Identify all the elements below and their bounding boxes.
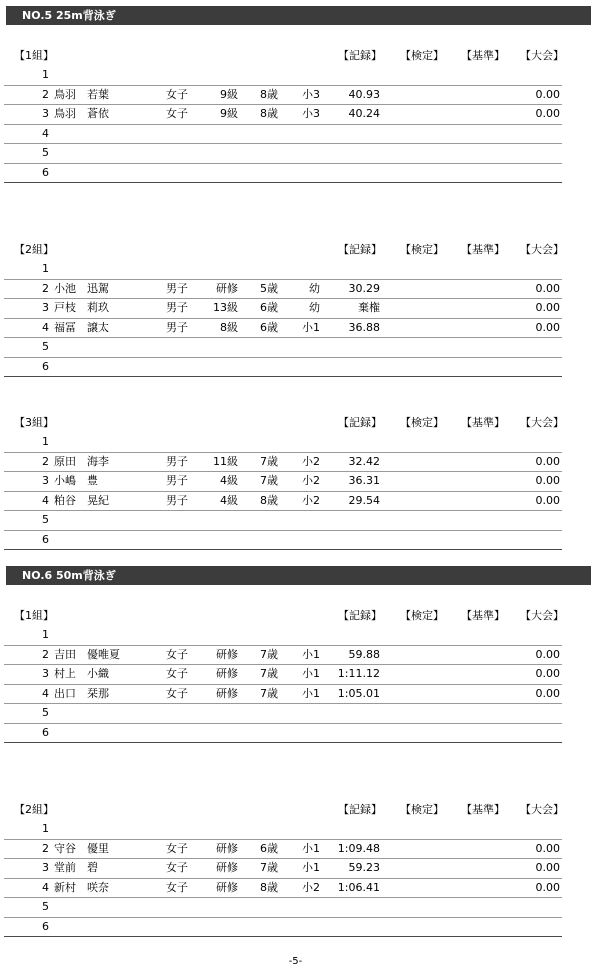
swimmer-age: 5歳	[260, 281, 278, 295]
record-header: 【記録】	[338, 609, 382, 622]
swimmer-grade: 研修	[216, 861, 238, 874]
swimmer-age: 8歳	[260, 87, 278, 101]
heat-header	[0, 48, 591, 64]
lane-row	[0, 105, 591, 125]
lane-row	[0, 453, 591, 473]
swimmer-record: 棄権	[358, 301, 380, 314]
swimmer-name: 戸枝 莉玖	[54, 301, 109, 314]
swimmer-age: 7歳	[260, 647, 278, 661]
swimmer-taikai-record: 0.00	[535, 880, 560, 894]
heat-label: 【2組】	[14, 803, 54, 816]
heat-header	[0, 242, 591, 258]
swimmer-record: 32.42	[348, 454, 380, 468]
swimmer-record: 59.23	[348, 861, 380, 874]
swimmer-name: 鳥羽 蒼依	[54, 107, 109, 120]
swimmer-sex: 女子	[166, 647, 188, 661]
lane-number: 5	[42, 706, 49, 719]
swimmer-age: 8歳	[260, 880, 278, 894]
kentei-header: 【検定】	[400, 243, 444, 256]
swimmer-school-year: 幼	[309, 281, 320, 295]
swimmer-age: 6歳	[260, 301, 278, 314]
kentei-header: 【検定】	[400, 49, 444, 62]
swimmer-sex: 女子	[166, 87, 188, 101]
lane-row	[0, 840, 591, 860]
swimmer-school-year: 小1	[302, 667, 320, 680]
lane-number: 2	[42, 841, 49, 855]
lane-number: 4	[42, 880, 49, 894]
swimmer-school-year: 小1	[302, 861, 320, 874]
swimmer-school-year: 小1	[302, 686, 320, 700]
lane-row	[0, 358, 591, 378]
lane-number: 6	[42, 359, 49, 373]
swimmer-record: 40.93	[348, 87, 380, 101]
swimmer-age: 7歳	[260, 474, 278, 487]
page-number: -5-	[288, 956, 303, 967]
taikai-header: 【大会】	[520, 49, 564, 62]
lane-number: 2	[42, 647, 49, 661]
swimmer-grade: 研修	[216, 281, 238, 295]
swimmer-name: 福冨 譲太	[54, 320, 109, 334]
swimmer-name: 粕谷 晃紀	[54, 493, 109, 507]
lane-row	[0, 299, 591, 319]
kijun-header: 【基準】	[461, 609, 505, 622]
swimmer-grade: 9級	[220, 87, 238, 101]
lane-row	[0, 66, 591, 86]
taikai-header: 【大会】	[520, 803, 564, 816]
heat-label: 【1組】	[14, 49, 54, 62]
swimmer-record: 1:06.41	[337, 880, 380, 894]
swimmer-sex: 女子	[166, 667, 188, 680]
lane-row	[0, 531, 591, 551]
lane-number: 6	[42, 919, 49, 933]
lane-row	[0, 704, 591, 724]
swimmer-sex: 男子	[166, 320, 188, 334]
heat-header	[0, 415, 591, 431]
event-title: NO.5 25m背泳ぎ	[6, 6, 591, 25]
lane-number: 1	[42, 435, 49, 448]
swimmer-age: 8歳	[260, 493, 278, 507]
swimmer-taikai-record: 0.00	[535, 493, 560, 507]
lane-row	[0, 665, 591, 685]
lane-number: 3	[42, 107, 49, 120]
swimmer-sex: 女子	[166, 880, 188, 894]
swimmer-grade: 11級	[213, 454, 238, 468]
lane-number: 6	[42, 532, 49, 546]
lane-number: 4	[42, 126, 49, 140]
kijun-header: 【基準】	[461, 243, 505, 256]
swimmer-name: 村上 小織	[54, 667, 109, 680]
taikai-header: 【大会】	[520, 416, 564, 429]
lane-row	[0, 918, 591, 938]
swimmer-record: 40.24	[348, 107, 380, 120]
lane-row	[0, 685, 591, 705]
swimmer-record: 1:09.48	[337, 841, 380, 855]
swimmer-name: 小池 迅駕	[54, 281, 109, 295]
kijun-header: 【基準】	[461, 803, 505, 816]
record-header: 【記録】	[338, 416, 382, 429]
lane-number: 1	[42, 628, 49, 641]
lane-row	[0, 646, 591, 666]
lane-number: 6	[42, 725, 49, 739]
swimmer-sex: 女子	[166, 861, 188, 874]
lane-row	[0, 820, 591, 840]
swimmer-name: 原田 海李	[54, 454, 109, 468]
swimmer-school-year: 幼	[309, 301, 320, 314]
swimmer-sex: 男子	[166, 454, 188, 468]
swimmer-name: 出口 栞那	[54, 686, 109, 700]
lane-row	[0, 260, 591, 280]
swimmer-age: 6歳	[260, 841, 278, 855]
kijun-header: 【基準】	[461, 416, 505, 429]
record-header: 【記録】	[338, 803, 382, 816]
lane-row	[0, 144, 591, 164]
swimmer-record: 36.31	[348, 474, 380, 487]
heat-label: 【3組】	[14, 416, 54, 429]
lane-row	[0, 879, 591, 899]
taikai-header: 【大会】	[520, 243, 564, 256]
swimmer-name: 吉田 優唯夏	[54, 647, 120, 661]
swimmer-grade: 研修	[216, 667, 238, 680]
taikai-header: 【大会】	[520, 609, 564, 622]
swimmer-taikai-record: 0.00	[535, 686, 560, 700]
swimmer-grade: 研修	[216, 841, 238, 855]
lane-number: 3	[42, 861, 49, 874]
swimmer-sex: 女子	[166, 841, 188, 855]
swimmer-sex: 男子	[166, 493, 188, 507]
lane-row	[0, 472, 591, 492]
lane-row	[0, 164, 591, 184]
swimmer-age: 7歳	[260, 454, 278, 468]
swimmer-taikai-record: 0.00	[535, 647, 560, 661]
lane-number: 5	[42, 340, 49, 353]
swimmer-name: 堂前 碧	[54, 861, 98, 874]
swimmer-name: 小嶋 豊	[54, 474, 98, 487]
lane-number: 1	[42, 262, 49, 275]
record-header: 【記録】	[338, 243, 382, 256]
swimmer-sex: 男子	[166, 301, 188, 314]
swimmer-age: 7歳	[260, 686, 278, 700]
lane-row	[0, 433, 591, 453]
swimmer-sex: 男子	[166, 281, 188, 295]
swimmer-sex: 女子	[166, 107, 188, 120]
swimmer-taikai-record: 0.00	[535, 841, 560, 855]
kijun-header: 【基準】	[461, 49, 505, 62]
swimmer-school-year: 小1	[302, 647, 320, 661]
swimmer-taikai-record: 0.00	[535, 454, 560, 468]
swimmer-grade: 13級	[213, 301, 238, 314]
lane-number: 3	[42, 301, 49, 314]
heat-header	[0, 608, 591, 624]
swimmer-school-year: 小3	[302, 107, 320, 120]
swimmer-grade: 研修	[216, 686, 238, 700]
heat-label: 【2組】	[14, 243, 54, 256]
swimmer-school-year: 小1	[302, 320, 320, 334]
swimmer-school-year: 小2	[302, 474, 320, 487]
swimmer-record: 59.88	[348, 647, 380, 661]
lane-number: 4	[42, 320, 49, 334]
swimmer-taikai-record: 0.00	[535, 87, 560, 101]
lane-number: 5	[42, 900, 49, 913]
lane-number: 3	[42, 667, 49, 680]
swimmer-taikai-record: 0.00	[535, 320, 560, 334]
lane-row	[0, 319, 591, 339]
record-header: 【記録】	[338, 49, 382, 62]
swimmer-grade: 4級	[220, 474, 238, 487]
heat-label: 【1組】	[14, 609, 54, 622]
heat-header	[0, 802, 591, 818]
swimmer-record: 30.29	[348, 281, 380, 295]
swimmer-name: 新村 咲奈	[54, 880, 109, 894]
swimmer-taikai-record: 0.00	[535, 861, 560, 874]
lane-number: 5	[42, 513, 49, 526]
lane-number: 1	[42, 68, 49, 81]
swimmer-taikai-record: 0.00	[535, 301, 560, 314]
lane-number: 4	[42, 493, 49, 507]
swimmer-sex: 女子	[166, 686, 188, 700]
swimmer-taikai-record: 0.00	[535, 107, 560, 120]
swimmer-grade: 研修	[216, 647, 238, 661]
lane-number: 4	[42, 686, 49, 700]
lane-number: 5	[42, 146, 49, 159]
swimmer-record: 36.88	[348, 320, 380, 334]
lane-number: 1	[42, 822, 49, 835]
swimmer-grade: 研修	[216, 880, 238, 894]
swimmer-age: 6歳	[260, 320, 278, 334]
lane-row	[0, 724, 591, 744]
swimmer-grade: 8級	[220, 320, 238, 334]
swimmer-age: 8歳	[260, 107, 278, 120]
swimmer-grade: 9級	[220, 107, 238, 120]
swimmer-school-year: 小2	[302, 493, 320, 507]
swimmer-name: 鳥羽 若葉	[54, 87, 109, 101]
swimmer-school-year: 小3	[302, 87, 320, 101]
kentei-header: 【検定】	[400, 416, 444, 429]
lane-row	[0, 86, 591, 106]
swimmer-taikai-record: 0.00	[535, 667, 560, 680]
swimmer-name: 守谷 優里	[54, 841, 109, 855]
lane-row	[0, 280, 591, 300]
lane-row	[0, 125, 591, 145]
lane-row	[0, 511, 591, 531]
kentei-header: 【検定】	[400, 803, 444, 816]
swimmer-taikai-record: 0.00	[535, 474, 560, 487]
lane-row	[0, 338, 591, 358]
swimmer-school-year: 小2	[302, 454, 320, 468]
lane-number: 6	[42, 165, 49, 179]
swimmer-record: 29.54	[348, 493, 380, 507]
lane-number: 2	[42, 87, 49, 101]
swimmer-age: 7歳	[260, 861, 278, 874]
lane-number: 2	[42, 281, 49, 295]
swimmer-grade: 4級	[220, 493, 238, 507]
lane-row	[0, 898, 591, 918]
lane-number: 2	[42, 454, 49, 468]
swimmer-taikai-record: 0.00	[535, 281, 560, 295]
event-title: NO.6 50m背泳ぎ	[6, 566, 591, 585]
lane-row	[0, 626, 591, 646]
swimmer-age: 7歳	[260, 667, 278, 680]
swimmer-record: 1:05.01	[337, 686, 380, 700]
kentei-header: 【検定】	[400, 609, 444, 622]
swimmer-record: 1:11.12	[337, 667, 380, 680]
swimmer-school-year: 小2	[302, 880, 320, 894]
swimmer-sex: 男子	[166, 474, 188, 487]
lane-row	[0, 492, 591, 512]
swimmer-school-year: 小1	[302, 841, 320, 855]
lane-number: 3	[42, 474, 49, 487]
lane-row	[0, 859, 591, 879]
